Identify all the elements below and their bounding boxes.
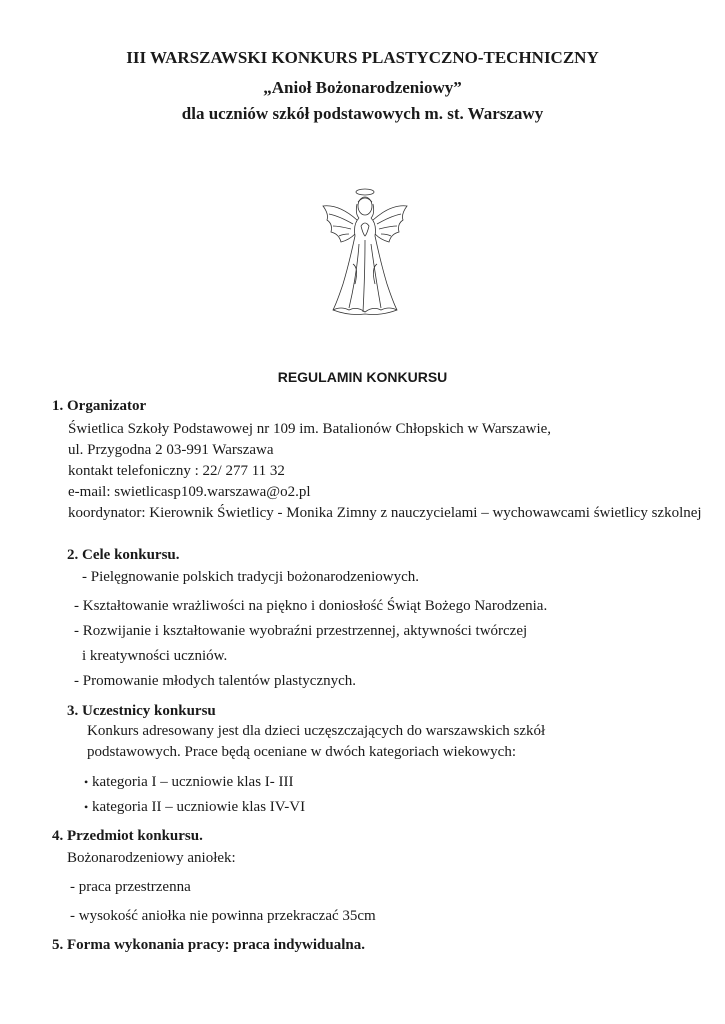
section-heading-form: 5. Forma wykonania pracy: praca indywidualna. bbox=[52, 937, 365, 953]
organizer-coordinator: koordynator: Kierownik Świetlicy - Monika Zimny z nauczycielami – wychowawcami świetlicy szkolnej bbox=[68, 505, 702, 521]
bullet-icon: • bbox=[84, 775, 89, 789]
goal-item: - Pielęgnowanie polskich tradycji bożonarodzeniowych. bbox=[82, 569, 419, 585]
category-item bbox=[84, 799, 305, 816]
bullet-icon: • bbox=[84, 800, 89, 814]
organizer-line: Świetlica Szkoły Podstawowej nr 109 im. Batalionów Chłopskich w Warszawie, bbox=[68, 421, 552, 437]
participants-line: podstawowych. Prace będą oceniane w dwóch kategoriach wiekowych: bbox=[87, 744, 517, 760]
goal-item: - Rozwijanie i kształtowanie wyobraźni przestrzennej, aktywności twórczej bbox=[74, 623, 528, 639]
contest-subtitle: „Anioł Bożonarodzeniowy” bbox=[263, 78, 462, 97]
subject-item: - praca przestrzenna bbox=[70, 879, 191, 895]
participants-line: Konkurs adresowany jest dla dzieci uczęszczających do warszawskich szkół bbox=[87, 723, 546, 739]
goal-item-continuation: i kreatywności uczniów. bbox=[82, 648, 228, 664]
category-label: kategoria II – uczniowie klas IV-VI bbox=[91, 799, 306, 815]
subject-item: - wysokość aniołka nie powinna przekraczać 35cm bbox=[70, 908, 376, 924]
contest-audience: dla uczniów szkół podstawowych m. st. Warszawy bbox=[181, 104, 544, 123]
section-heading-subject: 4. Przedmiot konkursu. bbox=[52, 828, 203, 844]
organizer-email: e-mail: swietlicasp109.warszawa@o2.pl bbox=[68, 484, 311, 500]
subject-line: Bożonarodzeniowy aniołek: bbox=[67, 850, 236, 866]
goal-item: - Kształtowanie wrażliwości na piękno i doniosłość Świąt Bożego Narodzenia. bbox=[74, 598, 548, 614]
section-heading-goals: 2. Cele konkursu. bbox=[67, 547, 180, 563]
section-heading-organizer: 1. Organizator bbox=[52, 398, 147, 414]
angel-illustration-icon bbox=[319, 184, 411, 320]
section-heading-participants: 3. Uczestnicy konkursu bbox=[67, 703, 216, 719]
category-label: kategoria I – uczniowie klas I- III bbox=[91, 774, 294, 790]
regulations-title: REGULAMIN KONKURSU bbox=[277, 369, 448, 385]
category-item bbox=[84, 774, 294, 791]
organizer-phone: kontakt telefoniczny : 22/ 277 11 32 bbox=[68, 463, 285, 479]
contest-title: III WARSZAWSKI KONKURS PLASTYCZNO-TECHNICZNY bbox=[126, 48, 599, 67]
goal-item: - Promowanie młodych talentów plastycznych. bbox=[74, 673, 357, 689]
organizer-address: ul. Przygodna 2 03-991 Warszawa bbox=[68, 442, 274, 458]
